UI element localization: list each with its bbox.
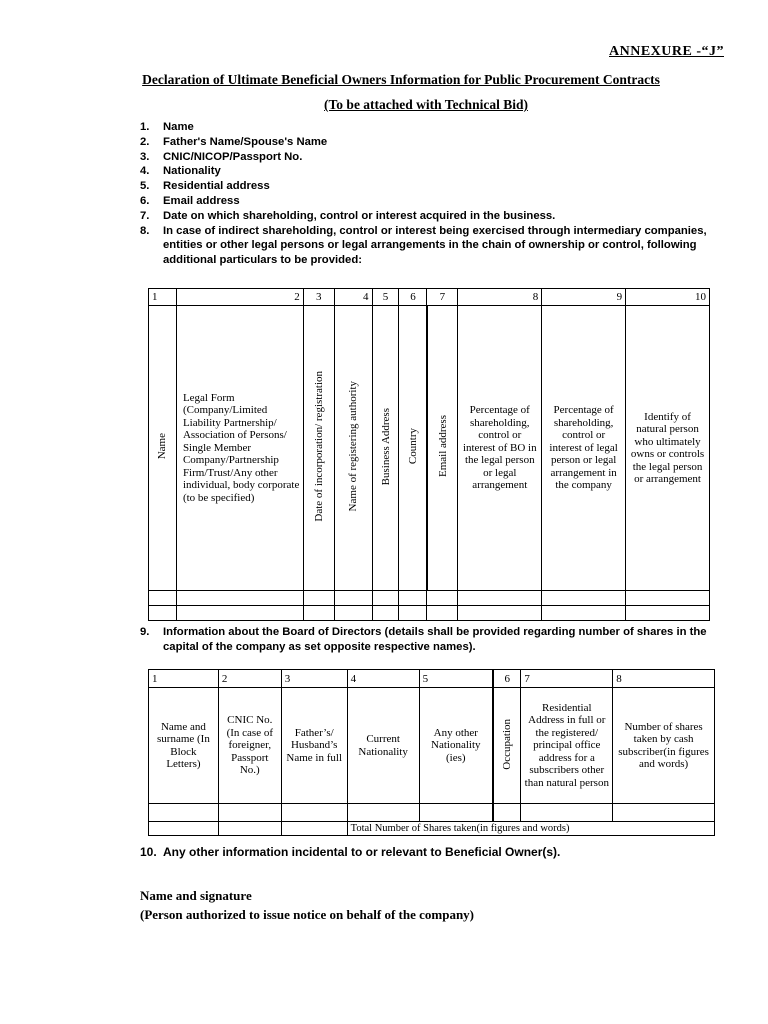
table-cell[interactable] — [542, 606, 626, 621]
col-num: 2 — [218, 670, 281, 688]
header-cell: Name — [149, 306, 177, 591]
directors-table — [148, 669, 715, 836]
table-cell[interactable] — [493, 804, 521, 822]
page-title: Declaration of Ultimate Beneficial Owners Information for Public Procurement Contracts — [142, 72, 660, 87]
list-item: 6. Email address — [140, 194, 240, 207]
table-cell[interactable] — [149, 591, 177, 606]
list-item: 7. Date on which shareholding, control or interest acquired in the business. — [140, 209, 556, 222]
col-num: 4 — [334, 289, 372, 306]
table-cell[interactable] — [176, 606, 303, 621]
signature-note: (Person authorized to issue notice on behalf of the company) — [140, 907, 475, 922]
column-number-row — [149, 670, 715, 688]
total-row — [149, 822, 715, 836]
ownership-chain-table — [148, 288, 710, 621]
header-cell: Identify of natural person who ultimately owns or controls the legal person or arrangement — [626, 306, 710, 591]
table-row — [149, 606, 710, 621]
col-num: 3 — [281, 670, 347, 688]
table-cell[interactable] — [347, 804, 419, 822]
table-cell[interactable] — [372, 606, 399, 621]
table-cell[interactable] — [303, 591, 334, 606]
table-cell[interactable] — [149, 606, 177, 621]
col-num: 8 — [613, 670, 715, 688]
header-cell: Father’s/ Husband’s Name in full — [281, 688, 347, 804]
table-cell[interactable] — [427, 591, 458, 606]
table-cell[interactable] — [399, 606, 427, 621]
header-cell: Name and surname (In Block Letters) — [149, 688, 219, 804]
header-cell: Name of registering authority — [334, 306, 372, 591]
list-item: 4. Nationality — [140, 165, 221, 178]
table-cell[interactable] — [303, 606, 334, 621]
table-cell[interactable] — [458, 591, 542, 606]
column-number-row — [149, 289, 710, 306]
info-list — [140, 120, 730, 268]
table-row — [149, 591, 710, 606]
table-cell[interactable] — [218, 804, 281, 822]
header-cell: Country — [399, 306, 427, 591]
header-row — [149, 306, 710, 591]
header-row — [149, 688, 715, 804]
header-cell: Current Nationality — [347, 688, 419, 804]
table-cell[interactable] — [613, 804, 715, 822]
list-item: 3. CNIC/NICOP/Passport No. — [140, 150, 303, 163]
col-num: 6 — [399, 289, 427, 306]
table-cell[interactable] — [419, 804, 493, 822]
col-num: 7 — [521, 670, 613, 688]
table-cell — [149, 822, 219, 836]
table-cell[interactable] — [399, 591, 427, 606]
table-cell — [281, 822, 347, 836]
col-num: 9 — [542, 289, 626, 306]
header-cell: Business Address — [372, 306, 399, 591]
header-cell: Percentage of shareholding, control or interest of legal person or legal arrangement in the company — [542, 306, 626, 591]
table-cell[interactable] — [281, 804, 347, 822]
table-cell[interactable] — [542, 591, 626, 606]
table-cell[interactable] — [149, 804, 219, 822]
table-cell[interactable] — [626, 591, 710, 606]
signature-label: Name and signature — [140, 888, 252, 903]
header-cell: Number of shares taken by cash subscriber(in figures and words) — [613, 688, 715, 804]
table-cell[interactable] — [626, 606, 710, 621]
table-cell[interactable] — [521, 804, 613, 822]
table-cell[interactable] — [372, 591, 399, 606]
header-cell: Any other Nationality (ies) — [419, 688, 493, 804]
col-num: 10 — [626, 289, 710, 306]
header-cell: Legal Form (Company/Limited Liability Partnership/ Association of Persons/ Single Member Company/Partnership Firm/Trust/Any other individual, body corporate (to be specified) — [176, 306, 303, 591]
header-cell: CNIC No. (In case of foreigner, Passport No.) — [218, 688, 281, 804]
table-cell[interactable] — [458, 606, 542, 621]
col-num: 4 — [347, 670, 419, 688]
table-cell[interactable] — [427, 606, 458, 621]
table-cell[interactable] — [334, 591, 372, 606]
annexure-label: ANNEXURE -“J” — [609, 44, 724, 59]
col-num: 7 — [427, 289, 458, 306]
board-of-directors-item: 9. Information about the Board of Directors (details shall be provided regarding number of shares in the capital of the company as set opposite respective names). — [140, 626, 707, 653]
header-cell: Occupation — [493, 688, 521, 804]
col-num: 5 — [372, 289, 399, 306]
page-subtitle: (To be attached with Technical Bid) — [324, 97, 528, 112]
table-cell[interactable] — [176, 591, 303, 606]
col-num: 5 — [419, 670, 493, 688]
total-shares-label: Total Number of Shares taken(in figures and words) — [347, 822, 714, 836]
table-row — [149, 804, 715, 822]
header-cell: Percentage of shareholding, control or interest of BO in the legal person or legal arrangement — [458, 306, 542, 591]
col-num: 3 — [303, 289, 334, 306]
list-item: 1. Name — [140, 121, 194, 133]
header-cell: Date of incorporation/ registration — [303, 306, 334, 591]
col-num: 8 — [458, 289, 542, 306]
col-num: 1 — [149, 289, 177, 306]
header-cell: Email address — [427, 306, 458, 591]
col-num: 6 — [493, 670, 521, 688]
list-item: 2. Father's Name/Spouse's Name — [140, 135, 328, 148]
col-num: 2 — [176, 289, 303, 306]
table-cell — [218, 822, 281, 836]
col-num: 1 — [149, 670, 219, 688]
header-cell: Residential Address in full or the registered/ principal office address for a subscribers other than natural person — [521, 688, 613, 804]
list-item: 8. In case of indirect shareholding, control or interest being exercised through intermediary companies, entities or other legal persons or legal arrangements in the chain of ownership or control, following additional particulars to be provided: — [140, 224, 707, 267]
other-information-item: 10. Any other information incidental to or relevant to Beneficial Owner(s). — [140, 845, 561, 859]
table-cell[interactable] — [334, 606, 372, 621]
list-item: 5. Residential address — [140, 180, 270, 193]
